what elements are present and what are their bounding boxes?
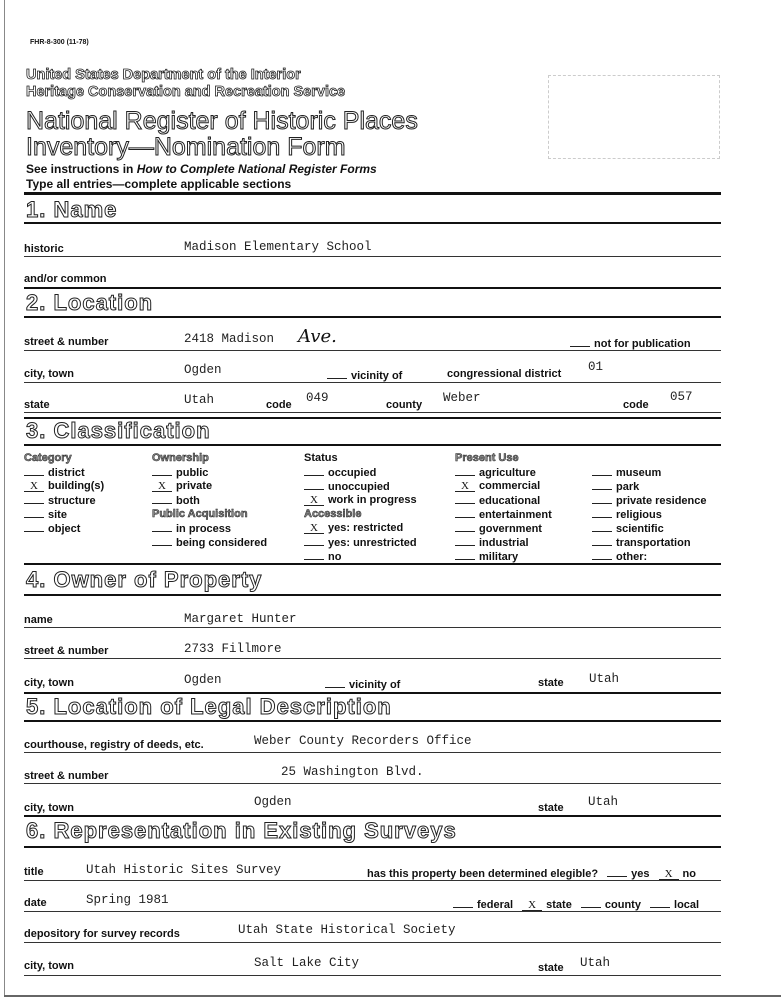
use-commercial[interactable]	[455, 479, 552, 493]
form-title: National Register of Historic Places	[26, 107, 418, 135]
checkbox-line	[152, 535, 172, 546]
state-code-label: code	[266, 399, 292, 411]
checkbox-line	[325, 677, 345, 688]
checkbox-line	[455, 507, 475, 518]
option-label: private residence	[616, 495, 707, 507]
checkbox-line	[592, 507, 612, 518]
status-unoccupied[interactable]	[304, 479, 417, 493]
use-government[interactable]	[455, 521, 552, 535]
yes-checkbox[interactable]	[607, 866, 627, 877]
accessible-no[interactable]	[304, 549, 417, 563]
acquisition-in-process[interactable]	[152, 521, 267, 535]
federal-label: federal	[477, 899, 514, 911]
divider	[24, 846, 721, 848]
underline	[24, 752, 721, 753]
category-site[interactable]	[24, 507, 104, 521]
use-entertainment[interactable]	[455, 507, 552, 521]
ownership-both[interactable]	[152, 493, 267, 507]
underline	[24, 256, 721, 257]
ownership-private[interactable]	[152, 479, 267, 493]
use-park[interactable]	[592, 479, 707, 493]
city-field[interactable]: Ogden	[184, 363, 222, 377]
agency-use-box	[548, 75, 720, 159]
federal-checkbox[interactable]	[453, 897, 473, 908]
state-label: state	[24, 399, 50, 411]
option-label: site	[48, 509, 67, 521]
owner-state-field[interactable]: Utah	[589, 672, 620, 686]
not-for-publication[interactable]	[570, 336, 691, 350]
category-buildings[interactable]	[24, 479, 104, 493]
option-label: structure	[48, 495, 96, 507]
use-industrial[interactable]	[455, 535, 552, 549]
state-checkbox[interactable]: X	[522, 900, 542, 911]
underline	[24, 658, 721, 659]
status-column	[304, 451, 417, 563]
underline	[24, 412, 721, 413]
congressional-district-field[interactable]: 01	[588, 360, 604, 374]
checkbox-line	[304, 465, 324, 476]
survey-date-field[interactable]: Spring 1981	[86, 893, 169, 907]
state-level-label: state	[546, 899, 572, 911]
divider	[24, 222, 721, 224]
option-label: agriculture	[479, 467, 536, 479]
underline	[24, 783, 721, 784]
owner-city-label: city, town	[24, 677, 74, 689]
accessible-title: Accessible	[304, 508, 362, 520]
instructions-text: See instructions in	[26, 162, 137, 176]
checkbox-line	[455, 549, 475, 560]
underline	[24, 382, 721, 383]
option-label: being considered	[176, 537, 268, 549]
option-label: commercial	[479, 480, 541, 492]
owner-name-field[interactable]: Margaret Hunter	[184, 612, 297, 626]
divider	[24, 192, 721, 195]
checkbox-line	[304, 549, 324, 560]
option-label: educational	[479, 495, 541, 507]
acquisition-being-considered[interactable]	[152, 535, 267, 549]
congressional-district-label: congressional district	[447, 368, 562, 380]
use-other[interactable]	[592, 549, 707, 563]
state-code-field[interactable]: 049	[306, 391, 329, 405]
underline	[24, 975, 721, 976]
county-code-label: code	[623, 399, 649, 411]
accessible-unrestricted[interactable]	[304, 535, 417, 549]
yes-label: yes	[631, 868, 650, 880]
legal-street-label: street & number	[24, 770, 109, 782]
divider	[24, 563, 721, 565]
checkbox-line	[570, 336, 590, 347]
checkbox-line	[152, 493, 172, 504]
use-private-residence[interactable]	[592, 493, 707, 507]
historic-label: historic	[24, 243, 64, 255]
checkbox-line	[152, 521, 172, 532]
instructions	[26, 162, 377, 176]
acquisition-title: Public Acquisition	[152, 508, 248, 520]
divider	[24, 815, 721, 817]
vicinity-label: vicinity of	[349, 679, 401, 691]
use-religious[interactable]	[592, 507, 707, 521]
survey-state-field[interactable]: Utah	[580, 956, 611, 970]
checkbox-line	[304, 535, 324, 546]
state-field[interactable]: Utah	[184, 393, 215, 407]
street-field[interactable]: 2418 Madison	[184, 332, 275, 346]
owner-name-label: name	[24, 614, 53, 626]
checkbox-line	[592, 521, 612, 532]
local-label: local	[674, 899, 700, 911]
use-educational[interactable]	[455, 493, 552, 507]
county-field[interactable]: Weber	[443, 391, 481, 405]
checkbox-line: X	[455, 481, 475, 492]
option-label: park	[616, 481, 640, 493]
survey-city-field[interactable]: Salt Lake City	[254, 956, 360, 970]
checkbox-line	[592, 535, 612, 546]
option-label: other:	[616, 551, 648, 563]
survey-city-label: city, town	[24, 960, 74, 972]
use-transportation[interactable]	[592, 535, 707, 549]
checkbox-line: X	[304, 495, 324, 506]
courthouse-label: courthouse, registry of deeds, etc.	[24, 739, 204, 751]
department-heading: United States Department of the Interior	[26, 67, 301, 83]
section-3-heading: 3. Classification	[26, 418, 211, 443]
divider	[24, 287, 721, 289]
section-1-heading: 1. Name	[26, 197, 118, 222]
checkbox-line	[592, 465, 612, 476]
status-work-in-progress[interactable]	[304, 493, 417, 507]
legal-street-field[interactable]: 25 Washington Blvd.	[281, 765, 424, 779]
status-title: Status	[304, 452, 338, 464]
option-label: public	[176, 467, 209, 479]
checkbox-line	[592, 479, 612, 490]
option-label: government	[479, 523, 542, 535]
section-4-heading: 4. Owner of Property	[26, 567, 263, 592]
option-label: scientific	[616, 523, 664, 535]
option-label: museum	[616, 467, 662, 479]
checkbox-line: X	[24, 481, 44, 492]
eligibility-question: has this property been determined elegible?	[367, 868, 599, 880]
checkbox-line: X	[152, 481, 172, 492]
divider	[24, 594, 721, 596]
eligibility	[367, 866, 696, 880]
checkbox-line	[327, 368, 347, 379]
depository-field[interactable]: Utah State Historical Society	[238, 923, 456, 937]
survey-title-label: title	[24, 866, 44, 878]
type-instructions: Type all entries—complete applicable sections	[26, 177, 292, 191]
legal-state-field[interactable]: Utah	[588, 795, 619, 809]
accessible-restricted[interactable]	[304, 521, 417, 535]
survey-state-label: state	[538, 962, 564, 974]
divider	[24, 444, 721, 446]
checkbox-line	[455, 465, 475, 476]
depository-label: depository for survey records	[24, 928, 180, 940]
underline	[24, 911, 721, 912]
option-label: entertainment	[479, 509, 552, 521]
option-label: no	[328, 551, 342, 563]
option-label: in process	[176, 523, 232, 535]
present-use-title: Present Use	[455, 452, 519, 464]
option-label: yes: unrestricted	[328, 537, 417, 549]
owner-street-label: street & number	[24, 645, 109, 657]
divider	[24, 720, 721, 722]
option-label: industrial	[479, 537, 529, 549]
checkbox-line: X	[304, 523, 324, 534]
common-label: and/or common	[24, 273, 107, 285]
option-label: religious	[616, 509, 662, 521]
survey-level	[453, 897, 699, 911]
scan-edge	[4, 0, 5, 996]
service-heading: Heritage Conservation and Recreation Service	[26, 84, 346, 100]
option-label: transportation	[616, 537, 691, 549]
survey-title-field[interactable]: Utah Historic Sites Survey	[86, 863, 282, 877]
legal-city-field[interactable]: Ogden	[254, 795, 292, 809]
owner-city-field[interactable]: Ogden	[184, 673, 222, 687]
county-code-field[interactable]: 057	[670, 390, 693, 404]
use-scientific[interactable]	[592, 521, 707, 535]
checkbox-line	[304, 479, 324, 490]
checkbox-line	[592, 549, 612, 560]
courthouse-field[interactable]: Weber County Recorders Office	[254, 734, 472, 748]
option-label: work in progress	[328, 494, 417, 506]
option-label: yes: restricted	[328, 522, 404, 534]
option-label: unoccupied	[328, 481, 390, 493]
section-2-heading: 2. Location	[26, 290, 154, 315]
street-label: street & number	[24, 336, 109, 348]
checkbox-line	[24, 493, 44, 504]
county-label: county	[386, 399, 423, 411]
checkbox-line	[592, 493, 612, 504]
city-label: city, town	[24, 368, 74, 380]
underline	[24, 350, 721, 351]
ownership-title: Ownership	[152, 452, 209, 464]
no-label: no	[682, 868, 696, 880]
option-label: district	[48, 467, 85, 479]
present-use-column	[455, 451, 552, 563]
survey-date-label: date	[24, 897, 47, 909]
scan-edge	[4, 995, 781, 997]
checkbox-line	[455, 521, 475, 532]
option-label: occupied	[328, 467, 377, 479]
category-title: Category	[24, 452, 72, 464]
divider	[24, 316, 721, 318]
underline	[24, 880, 721, 881]
local-checkbox[interactable]	[650, 897, 670, 908]
option-label: object	[48, 523, 81, 535]
instructions-title: How to Complete National Register Forms	[136, 162, 377, 176]
underline	[24, 942, 721, 943]
checkbox-line	[24, 521, 44, 532]
handwritten-ave: Ave.	[298, 326, 337, 347]
use-agriculture[interactable]	[455, 465, 552, 479]
ownership-column	[152, 451, 267, 549]
use-military[interactable]	[455, 549, 552, 563]
checkbox-line	[24, 507, 44, 518]
not-for-publication-label: not for publication	[594, 338, 691, 350]
use-museum[interactable]	[592, 465, 707, 479]
county-level-label: county	[604, 899, 641, 911]
vicinity[interactable]	[327, 368, 402, 382]
category-column	[24, 451, 104, 535]
owner-vicinity[interactable]	[325, 677, 400, 691]
owner-street-field[interactable]: 2733 Fillmore	[184, 642, 282, 656]
legal-city-label: city, town	[24, 802, 74, 814]
county-checkbox[interactable]	[581, 897, 601, 908]
checkbox-line	[24, 465, 44, 476]
form-subtitle: Inventory—Nomination Form	[26, 133, 346, 161]
checkbox-line	[152, 465, 172, 476]
section-5-heading: 5. Location of Legal Description	[26, 694, 392, 719]
underline	[24, 627, 721, 628]
ownership-public[interactable]	[152, 465, 267, 479]
category-structure[interactable]	[24, 493, 104, 507]
option-label: military	[479, 551, 519, 563]
checkbox-line	[455, 535, 475, 546]
owner-state-label: state	[538, 677, 564, 689]
option-label: private	[176, 480, 213, 492]
category-object[interactable]	[24, 521, 104, 535]
category-district[interactable]	[24, 465, 104, 479]
present-use-column-2	[592, 465, 707, 563]
section-6-heading: 6. Representation in Existing Surveys	[26, 818, 457, 843]
option-label: both	[176, 495, 200, 507]
no-checkbox[interactable]: X	[659, 869, 679, 880]
form-id: FHR-8-300 (11-78)	[30, 39, 89, 46]
legal-state-label: state	[538, 802, 564, 814]
status-occupied[interactable]	[304, 465, 417, 479]
checkbox-line	[455, 493, 475, 504]
vicinity-label: vicinity of	[351, 370, 403, 382]
historic-name-field[interactable]: Madison Elementary School	[184, 240, 372, 254]
option-label: building(s)	[48, 480, 105, 492]
